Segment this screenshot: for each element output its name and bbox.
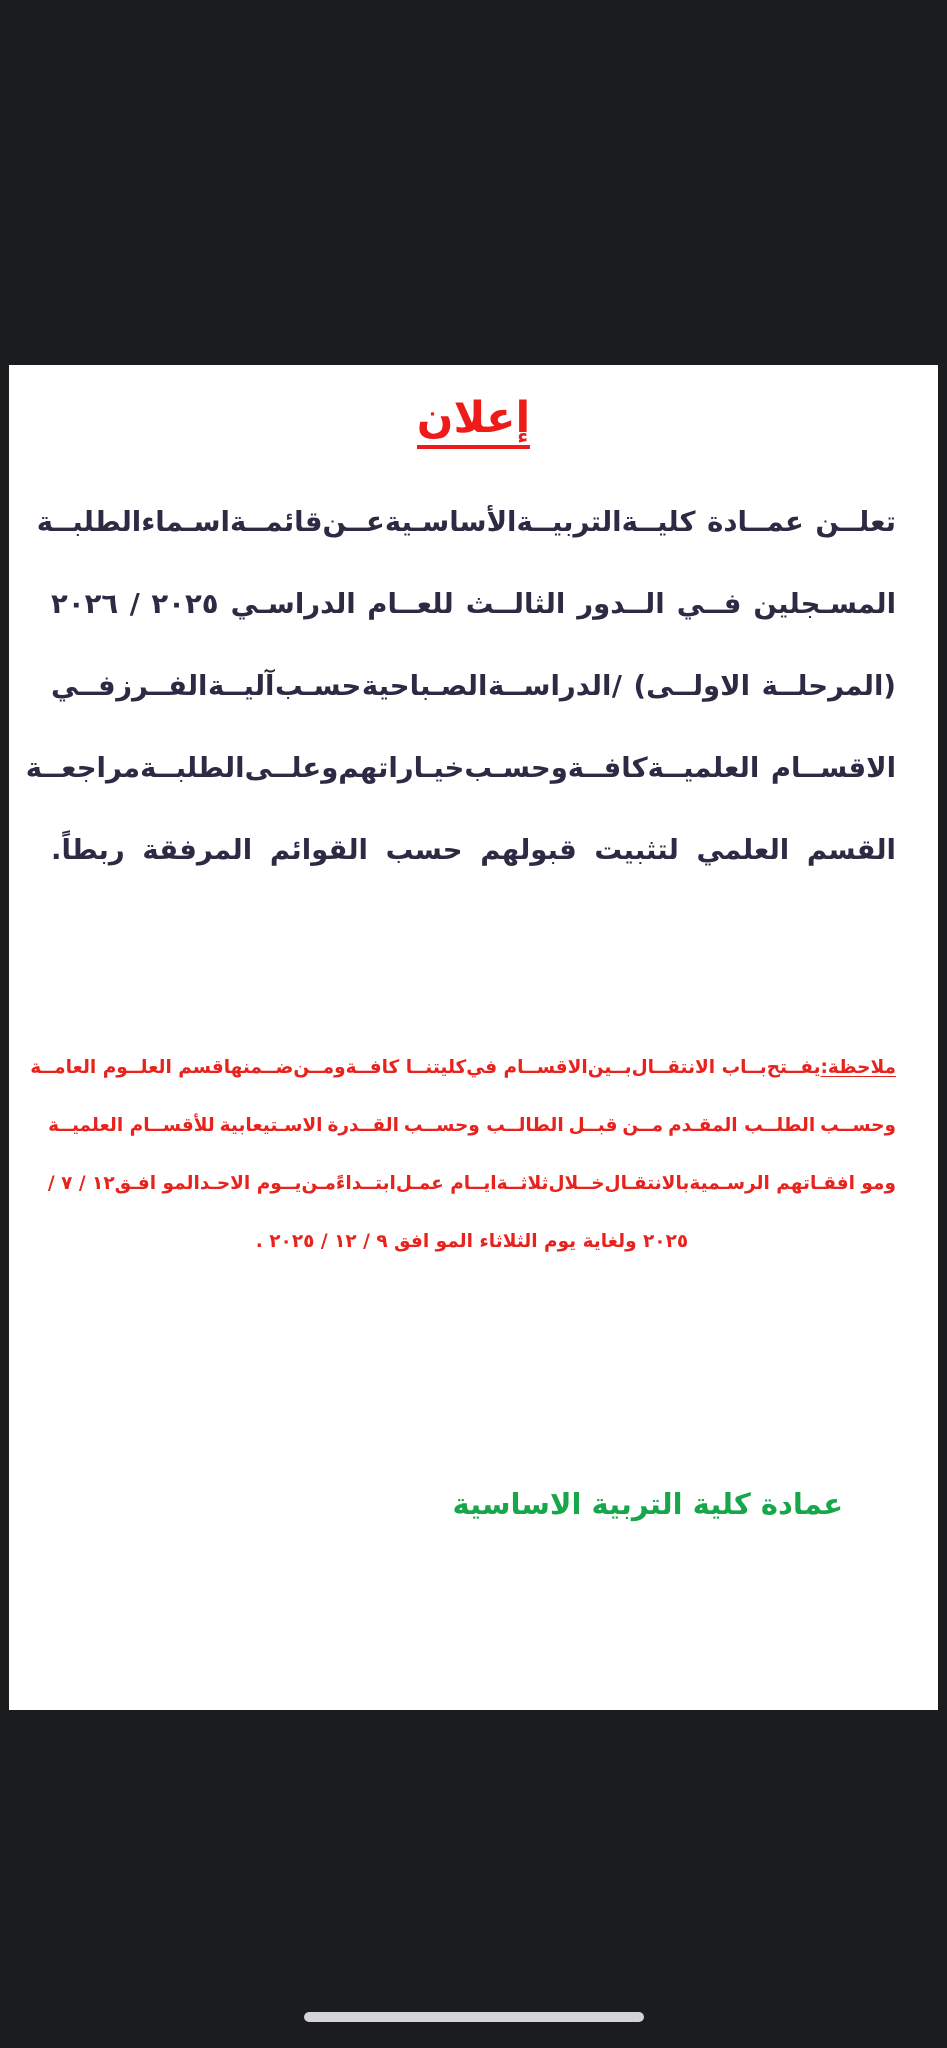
body-seg: الطلبــة xyxy=(140,752,245,784)
body-seg: كافــة xyxy=(567,752,648,784)
note-seg: ايــام عمـل xyxy=(395,1173,497,1194)
body-seg: قائمــة xyxy=(229,506,323,538)
note-line-3 xyxy=(48,1155,896,1213)
body-line-3 xyxy=(51,645,896,727)
body-seg: الطلبــة xyxy=(36,506,142,538)
body-seg: مراجعــة xyxy=(25,752,141,784)
note-seg: وحســب xyxy=(820,1115,896,1136)
note-seg: خــلال xyxy=(548,1173,605,1194)
home-indicator[interactable] xyxy=(304,2012,644,2022)
note-seg: بــاب الانتقــال xyxy=(631,1057,767,1078)
body-seg: عــن xyxy=(322,506,385,538)
body-seg: الدراســة xyxy=(487,670,612,702)
note-seg: ومو افقـاتهم الرسـمية xyxy=(689,1173,896,1194)
note-seg: الاقســام في xyxy=(466,1057,588,1078)
note-seg: يــوم الاحـد xyxy=(199,1173,302,1194)
note-seg: ابتــداءً xyxy=(335,1173,396,1194)
note-seg: مــن xyxy=(622,1115,664,1136)
note-seg: يفــتح xyxy=(766,1057,821,1078)
body-seg: الثالــث xyxy=(465,588,566,620)
note-seg: مـن xyxy=(301,1173,336,1194)
body-seg: وعلــى xyxy=(244,752,339,784)
body-seg: الــدور xyxy=(577,588,665,620)
note-seg: بالانتقـال xyxy=(604,1173,690,1194)
body-line-2 xyxy=(51,563,896,645)
note-seg: قبــل xyxy=(568,1115,618,1136)
note-seg: القــدرة xyxy=(327,1115,399,1136)
body-seg: المسـجلين xyxy=(753,588,896,620)
body-line-5: القسم العلمي لتثبيت قبولهم حسب القوائم المرفقة ربطاً. xyxy=(51,834,896,866)
note-seg: المو افـق xyxy=(114,1173,200,1194)
note-seg: ضــمنها xyxy=(223,1057,294,1078)
note-seg: ومــن xyxy=(293,1057,346,1078)
body-line-4 xyxy=(25,727,896,809)
body-seg: الفــرز xyxy=(116,670,208,702)
body-seg: الصـباحية xyxy=(361,670,488,702)
note-line-1 xyxy=(30,1039,896,1097)
body-seg: حسـب xyxy=(275,670,362,702)
body-seg: فــي xyxy=(676,588,742,620)
body-seg: وحسـب xyxy=(464,752,568,784)
document-signature: عمادة كلية التربية الاساسية xyxy=(452,1487,843,1521)
body-seg: ٢٠٢٥ / ٢٠٢٦ xyxy=(51,588,219,620)
body-seg: تعلــن عمــادة كليــة xyxy=(621,506,896,538)
note-line-2 xyxy=(48,1097,896,1155)
announcement-body xyxy=(25,481,896,891)
note-seg: الطالــب وحســب xyxy=(403,1115,564,1136)
body-seg: (المرحلــة الاولــى) / xyxy=(611,670,896,702)
page-title-text: إعلان xyxy=(417,393,530,449)
note-line-4: ٢٠٢٥ ولغاية يوم الثلاثاء المو افق ٩ / ١٢ / ٢٠٢٥ . xyxy=(255,1231,689,1252)
note-seg: بــين xyxy=(587,1057,632,1078)
note-seg: قسم العلــوم العامــة xyxy=(30,1057,224,1078)
note-seg: ثلاثــة xyxy=(496,1173,549,1194)
body-seg: فــي xyxy=(51,670,116,702)
body-line-1 xyxy=(36,481,896,563)
body-seg: التربيــة xyxy=(516,506,622,538)
note-seg: كليتنــا كافــة xyxy=(345,1057,467,1078)
body-seg: الاقســام العلميــة xyxy=(647,752,896,784)
body-seg: خيـاراتهم xyxy=(338,752,465,784)
page-title xyxy=(9,393,938,443)
note-label: ملاحظة: xyxy=(820,1057,896,1078)
note-seg: الطلــب المقـدم xyxy=(668,1115,816,1136)
note-seg: للأقســام العلميــة xyxy=(48,1115,215,1136)
body-seg: للعــام الدراسـي xyxy=(230,588,454,620)
body-seg: آليــة xyxy=(208,670,275,702)
announcement-note xyxy=(30,1039,896,1271)
document-content xyxy=(9,365,938,1710)
note-seg: الاسـتيعابية xyxy=(219,1115,323,1136)
body-seg: اسـماء xyxy=(141,506,230,538)
note-seg: ١٢ / ٧ / xyxy=(47,1173,115,1194)
body-seg: الأساسـية xyxy=(384,506,517,538)
announcement-document[interactable] xyxy=(9,365,938,1710)
